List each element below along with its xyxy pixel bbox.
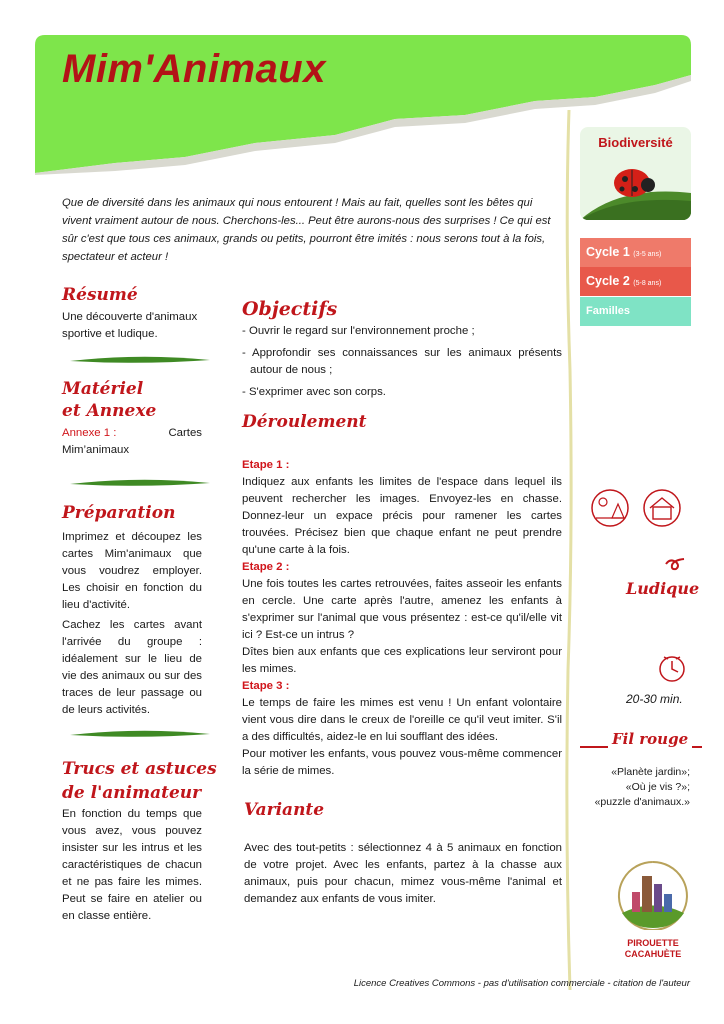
fil-rouge-list bbox=[580, 765, 690, 810]
resume-text: Une découverte d'animaux sportive et ludique. bbox=[62, 311, 198, 340]
etape2-label: Etape 2 : bbox=[242, 561, 290, 573]
objectifs-title: Objectifs bbox=[242, 298, 338, 320]
objectifs-list bbox=[242, 323, 562, 401]
resume-title: Résumé bbox=[62, 285, 138, 305]
ladybug-icon bbox=[580, 165, 691, 220]
intro-text: Que de diversité dans les animaux qui nous entourent ! Mais au fait, quelles sont les bêtes qui vivent vraiment autour de nous. Cherchons-les... Peut être aurons-nous des surprises ! Ce qui est sûr c'est que tous ces animaux, grands ou petits, pourront être imités : nous serons tout à la fois, spectateur et acteur ! bbox=[62, 197, 551, 264]
variante-text: Avec des tout-petits : sélectionnez 4 à 5 animaux en fonction de votre projet. Avec les enfants, partez à la chasse aux animaux, puis pour chacun, mimez vous-même l'animal et demandez aux enfants de vous imiter. bbox=[244, 842, 562, 905]
duration-label: 20-30 min. bbox=[626, 692, 683, 706]
page-title: Mim'Animaux bbox=[62, 47, 326, 91]
objective-item: - Approfondir ses connaissances sur les animaux présents autour de nous ; bbox=[242, 347, 562, 376]
fil-rouge-title: Fil rouge bbox=[608, 730, 692, 748]
column-divider bbox=[563, 110, 575, 990]
logo-text: PIROUETTE CACAHUÈTE bbox=[624, 938, 682, 959]
families-tag: Familles bbox=[580, 297, 691, 326]
objective-item: - Ouvrir le regard sur l'environnement proche ; bbox=[242, 325, 475, 337]
fil-rouge-item: «puzzle d'animaux.» bbox=[594, 796, 690, 808]
etape2-text-2: Dîtes bien aux enfants que ces explications leur serviront pour les mimes. bbox=[242, 646, 562, 675]
outdoor-icon bbox=[590, 488, 630, 528]
trucs-text: En fonction du temps que vous avez, vous pouvez insister sur les intrus et les caractéristiques de chacun et ne pas faire les mimes. Peut se faire en atelier ou en classe entière. bbox=[62, 808, 202, 922]
etape1-label: Etape 1 : bbox=[242, 459, 290, 471]
etape3-label: Etape 3 : bbox=[242, 680, 290, 692]
fil-rouge-item: «Planète jardin»; bbox=[611, 766, 690, 778]
license-footer: Licence Creatives Commons - pas d'utilisation commerciale - citation de l'auteur bbox=[353, 978, 690, 989]
logo-emblem bbox=[614, 858, 692, 930]
cycle1-tag: Cycle 1 (3-5 ans) bbox=[580, 238, 691, 267]
annexe-line: Annexe 1 : Cartes Mim’animaux bbox=[62, 427, 202, 456]
etape3-text-2: Pour motiver les enfants, vous pouvez vous-même commencer la série de mimes. bbox=[242, 748, 562, 777]
theme-label: Biodiversité bbox=[598, 135, 673, 150]
prep-title: Préparation bbox=[62, 503, 176, 523]
fil-rouge-item: «Où je vis ?»; bbox=[625, 781, 690, 793]
objective-item: - S'exprimer avec son corps. bbox=[242, 386, 386, 398]
trucs-title: Trucs et astuces de l'animateur bbox=[62, 759, 217, 803]
etape1-text: Indiquez aux enfants les limites de l'espace dans lequel ils peuvent rechercher les images. Envoyez-les en chasse. Donnez-leur un expace précis pour ramener les cartes trouvées. Précisez bien que chaque enfant ne peut prendre qu'une carte à la fois. bbox=[242, 476, 562, 556]
grass-divider bbox=[70, 353, 210, 367]
materiel-title: Matériel et Annexe bbox=[62, 379, 157, 421]
etape3-text: Le temps de faire les mimes est venu ! Un enfant volontaire vient vous dire dans le creux de l'oreille ce qu'il veut imiter. S'il a des difficultés, aidez-le en lui soufflant des idées. bbox=[242, 697, 562, 743]
theme-card bbox=[580, 127, 691, 220]
clock-icon bbox=[656, 652, 688, 684]
swirl-icon bbox=[664, 556, 688, 572]
grass-divider bbox=[70, 476, 210, 490]
etape2-text: Une fois toutes les cartes retrouvées, faites asseoir les enfants en cercle. Une carte après l'autre, amenez les enfants à s'exprimer sur l'animal que vous présentez : est-ce qu'il/elle vit ici ? Est-ce un intrus ? bbox=[242, 578, 562, 641]
prep-text-1: Imprimez et découpez les cartes Mim'animaux que vous voudrez employer. Les choisir en fonction du lieu d'activité. bbox=[62, 531, 202, 611]
deroulement-title: Déroulement bbox=[242, 412, 367, 432]
cycle2-tag: Cycle 2 (5-8 ans) bbox=[580, 267, 691, 296]
grass-divider bbox=[70, 727, 210, 741]
mode-label: Ludique bbox=[626, 579, 700, 598]
deroulement-body bbox=[242, 457, 562, 780]
variante-title: Variante bbox=[244, 800, 325, 820]
prep-text-2: Cachez les cartes avant l'arrivée du groupe : idéalement sur le lieu de vie des animaux ou sur des traces de leur passage ou de leurs activités. bbox=[62, 619, 202, 716]
indoor-icon bbox=[642, 488, 682, 528]
